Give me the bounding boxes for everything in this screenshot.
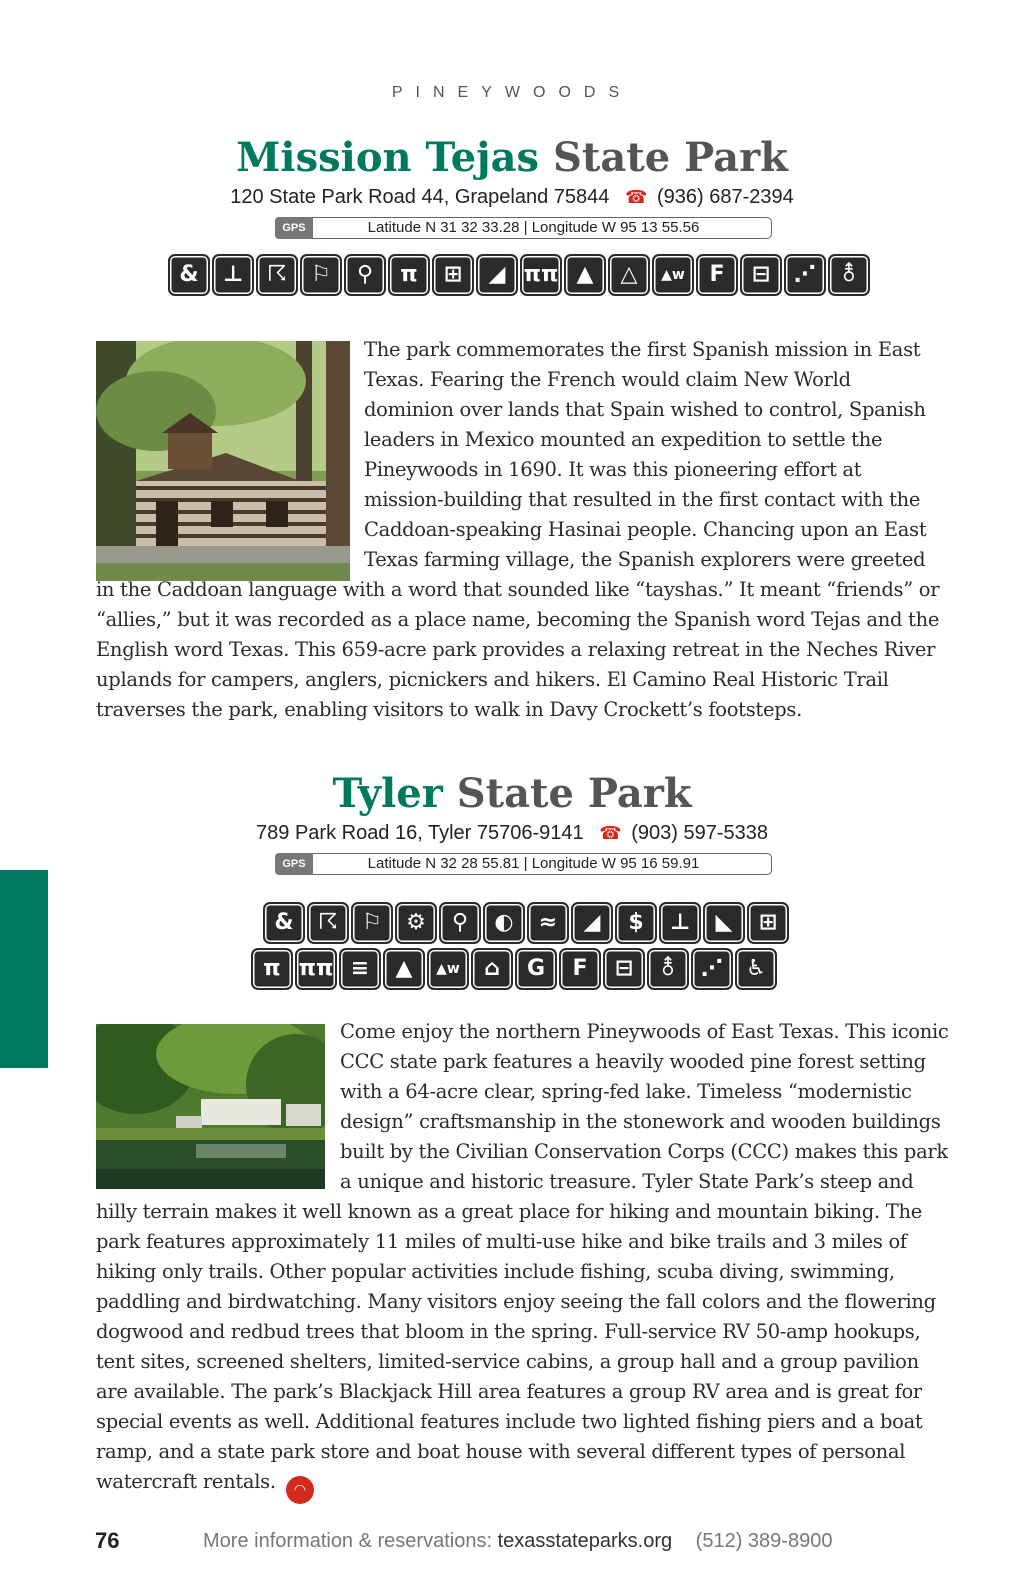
group-picnic-icon: ππ bbox=[520, 254, 562, 296]
phone-icon: ☎ bbox=[624, 187, 648, 207]
water-electric-camping-icon: ▲w bbox=[652, 254, 694, 296]
tyler-description: Come enjoy the northern Pineywoods of East Texas. This iconic CCC state park features a heavily wooded pine forest setting with a 64-acre clear, spring-fed lake. Timeless “modernistic design” craftsmanship in the stonework and wooden buildings built by the Civilian Conservation Corps (CCC) makes this park a unique and historic treasure. Tyler State Park’s steep and hilly terrain makes it well known as a great place for hiking and mountain biking. The park features approximately 11 miles of multi-use hike and bike trails and 3 miles of hiking only trails. Other popular activities include fishing, scuba diving, swimming, paddling and birdwatching. Many visitors enjoy seeing the fall colors and the flowering dogwood and redbud trees that bloom in the spring. Full-service RV 50-amp hookups, tent sites, screened shelters, limited-service cabins, a group hall and a group pavilion are available. The park’s Blackjack Hill area features a group RV area and is great for special events as well. Additional features include two lighted fishing piers and a boat ramp, and a state park store and boat house with several different types of personal watercraft rentals. ◠ bbox=[96, 1017, 956, 1504]
restroom-icon: ⚨ bbox=[647, 948, 689, 990]
park-phone[interactable]: (903) 597-5338 bbox=[631, 822, 768, 844]
primitive-camping-icon: △ bbox=[608, 254, 650, 296]
tent-camping-icon: ▲ bbox=[383, 948, 425, 990]
picnic-icon: π bbox=[251, 948, 293, 990]
footer-info bbox=[203, 1530, 832, 1553]
swimming-icon: ≈ bbox=[527, 902, 569, 944]
gps-coordinates bbox=[275, 217, 772, 239]
rv-dump-icon: ⊟ bbox=[740, 254, 782, 296]
group-facility-icon: G bbox=[515, 948, 557, 990]
hiking-icon: ☈ bbox=[307, 902, 349, 944]
gift-shop-icon: ⊞ bbox=[747, 902, 789, 944]
mission-tejas-description: The park commemorates the first Spanish mission in East Texas. Fearing the French would claim New World dominion over lands that Spain wished to control, Spanish leaders in Mexico mounted an expedition to settle the Pineywoods in 1690. It was this pioneering effort at mission-building that resulted in the first contact with the Caddoan-speaking Hasinai people. Chancing upon an East Texas farming village, the Spanish explorers were greeted in the Caddoan language with a word that sounded like “tayshas.” It meant “friends” or “allies,” but it was recorded as a place name, becoming the Spanish word Tejas and the English word Texas. This 659-acre park provides a relaxing retreat in the Neches River uplands for campers, anglers, picnickers and hikers. El Camino Real Historic Trail traverses the park, enabling visitors to walk in Davy Crockett’s footsteps. bbox=[96, 338, 940, 721]
park-phone[interactable]: (936) 687-2394 bbox=[656, 186, 794, 208]
amenity-icons-tyler-row-2 bbox=[251, 948, 777, 990]
gps-text: Latitude N 32 28 55.81 | Longitude W 95 16 59.91 bbox=[367, 855, 700, 872]
gps-label: GPS bbox=[275, 217, 313, 239]
hiking-icon: ☈ bbox=[256, 254, 298, 296]
park-suffix: State Park bbox=[456, 770, 692, 817]
accessible-icon: ♿ bbox=[735, 948, 777, 990]
boat-ramp-icon: ◢ bbox=[571, 902, 613, 944]
tent-camping-icon: ▲ bbox=[564, 254, 606, 296]
nature-study-icon: ◢ bbox=[476, 254, 518, 296]
park-name: Tyler bbox=[332, 770, 443, 817]
wifi-icon: ◠ bbox=[286, 1476, 314, 1504]
boat-rental-icon: $ bbox=[615, 902, 657, 944]
group-picnic-icon: ππ bbox=[295, 948, 337, 990]
section-tab bbox=[0, 870, 48, 1068]
scuba-icon: ◐ bbox=[483, 902, 525, 944]
gps-coordinates bbox=[275, 853, 772, 875]
firewood-icon: F bbox=[559, 948, 601, 990]
park-title-mission-tejas bbox=[0, 135, 1024, 181]
amenity-icons-tyler-row-1 bbox=[263, 902, 789, 944]
shower-icon: ⋰ bbox=[691, 948, 733, 990]
ec-icon: & bbox=[263, 902, 305, 944]
picnic-icon: π bbox=[388, 254, 430, 296]
footer-label: More information & reservations: bbox=[203, 1530, 493, 1552]
gps-text: Latitude N 31 32 33.28 | Longitude W 95 13 55.56 bbox=[367, 219, 700, 236]
fishing-pier-icon: ⊥ bbox=[659, 902, 701, 944]
park-name: Mission Tejas bbox=[236, 134, 540, 181]
interpretive-trail-icon: ⚐ bbox=[351, 902, 393, 944]
amenity-icons-mission-tejas bbox=[168, 254, 870, 296]
rv-dump-icon: ⊟ bbox=[603, 948, 645, 990]
park-suffix: State Park bbox=[553, 134, 788, 181]
cabin-icon: ⌂ bbox=[471, 948, 513, 990]
historic-site-icon: ⊥ bbox=[212, 254, 254, 296]
page-footer bbox=[0, 1528, 1024, 1558]
fishing-icon: ⚲ bbox=[439, 902, 481, 944]
park-address-line bbox=[0, 186, 1024, 209]
region-header: PINEYWOODS bbox=[391, 84, 633, 101]
restroom-icon: ⚨ bbox=[828, 254, 870, 296]
nature-study-icon: ◣ bbox=[703, 902, 745, 944]
park-title-tyler bbox=[0, 771, 1024, 817]
footer-website-link[interactable]: texasstateparks.org bbox=[497, 1530, 673, 1552]
gps-label: GPS bbox=[275, 853, 313, 875]
park-address-line bbox=[0, 822, 1024, 845]
screened-shelter-icon: ≡ bbox=[339, 948, 381, 990]
ec-icon: & bbox=[168, 254, 210, 296]
mountain-biking-icon: ⚙ bbox=[395, 902, 437, 944]
park-address: 789 Park Road 16, Tyler 75706-9141 bbox=[256, 822, 584, 844]
phone-icon: ☎ bbox=[599, 823, 622, 843]
page-number: 76 bbox=[95, 1528, 120, 1553]
gift-shop-icon: ⊞ bbox=[432, 254, 474, 296]
interpretive-trail-icon: ⚐ bbox=[300, 254, 342, 296]
footer-phone[interactable]: (512) 389-8900 bbox=[695, 1530, 833, 1552]
firewood-icon: F bbox=[696, 254, 738, 296]
park-address: 120 State Park Road 44, Grapeland 75844 bbox=[230, 186, 610, 208]
water-electric-camping-icon: ▲w bbox=[427, 948, 469, 990]
shower-icon: ⋰ bbox=[784, 254, 826, 296]
fishing-icon: ⚲ bbox=[344, 254, 386, 296]
